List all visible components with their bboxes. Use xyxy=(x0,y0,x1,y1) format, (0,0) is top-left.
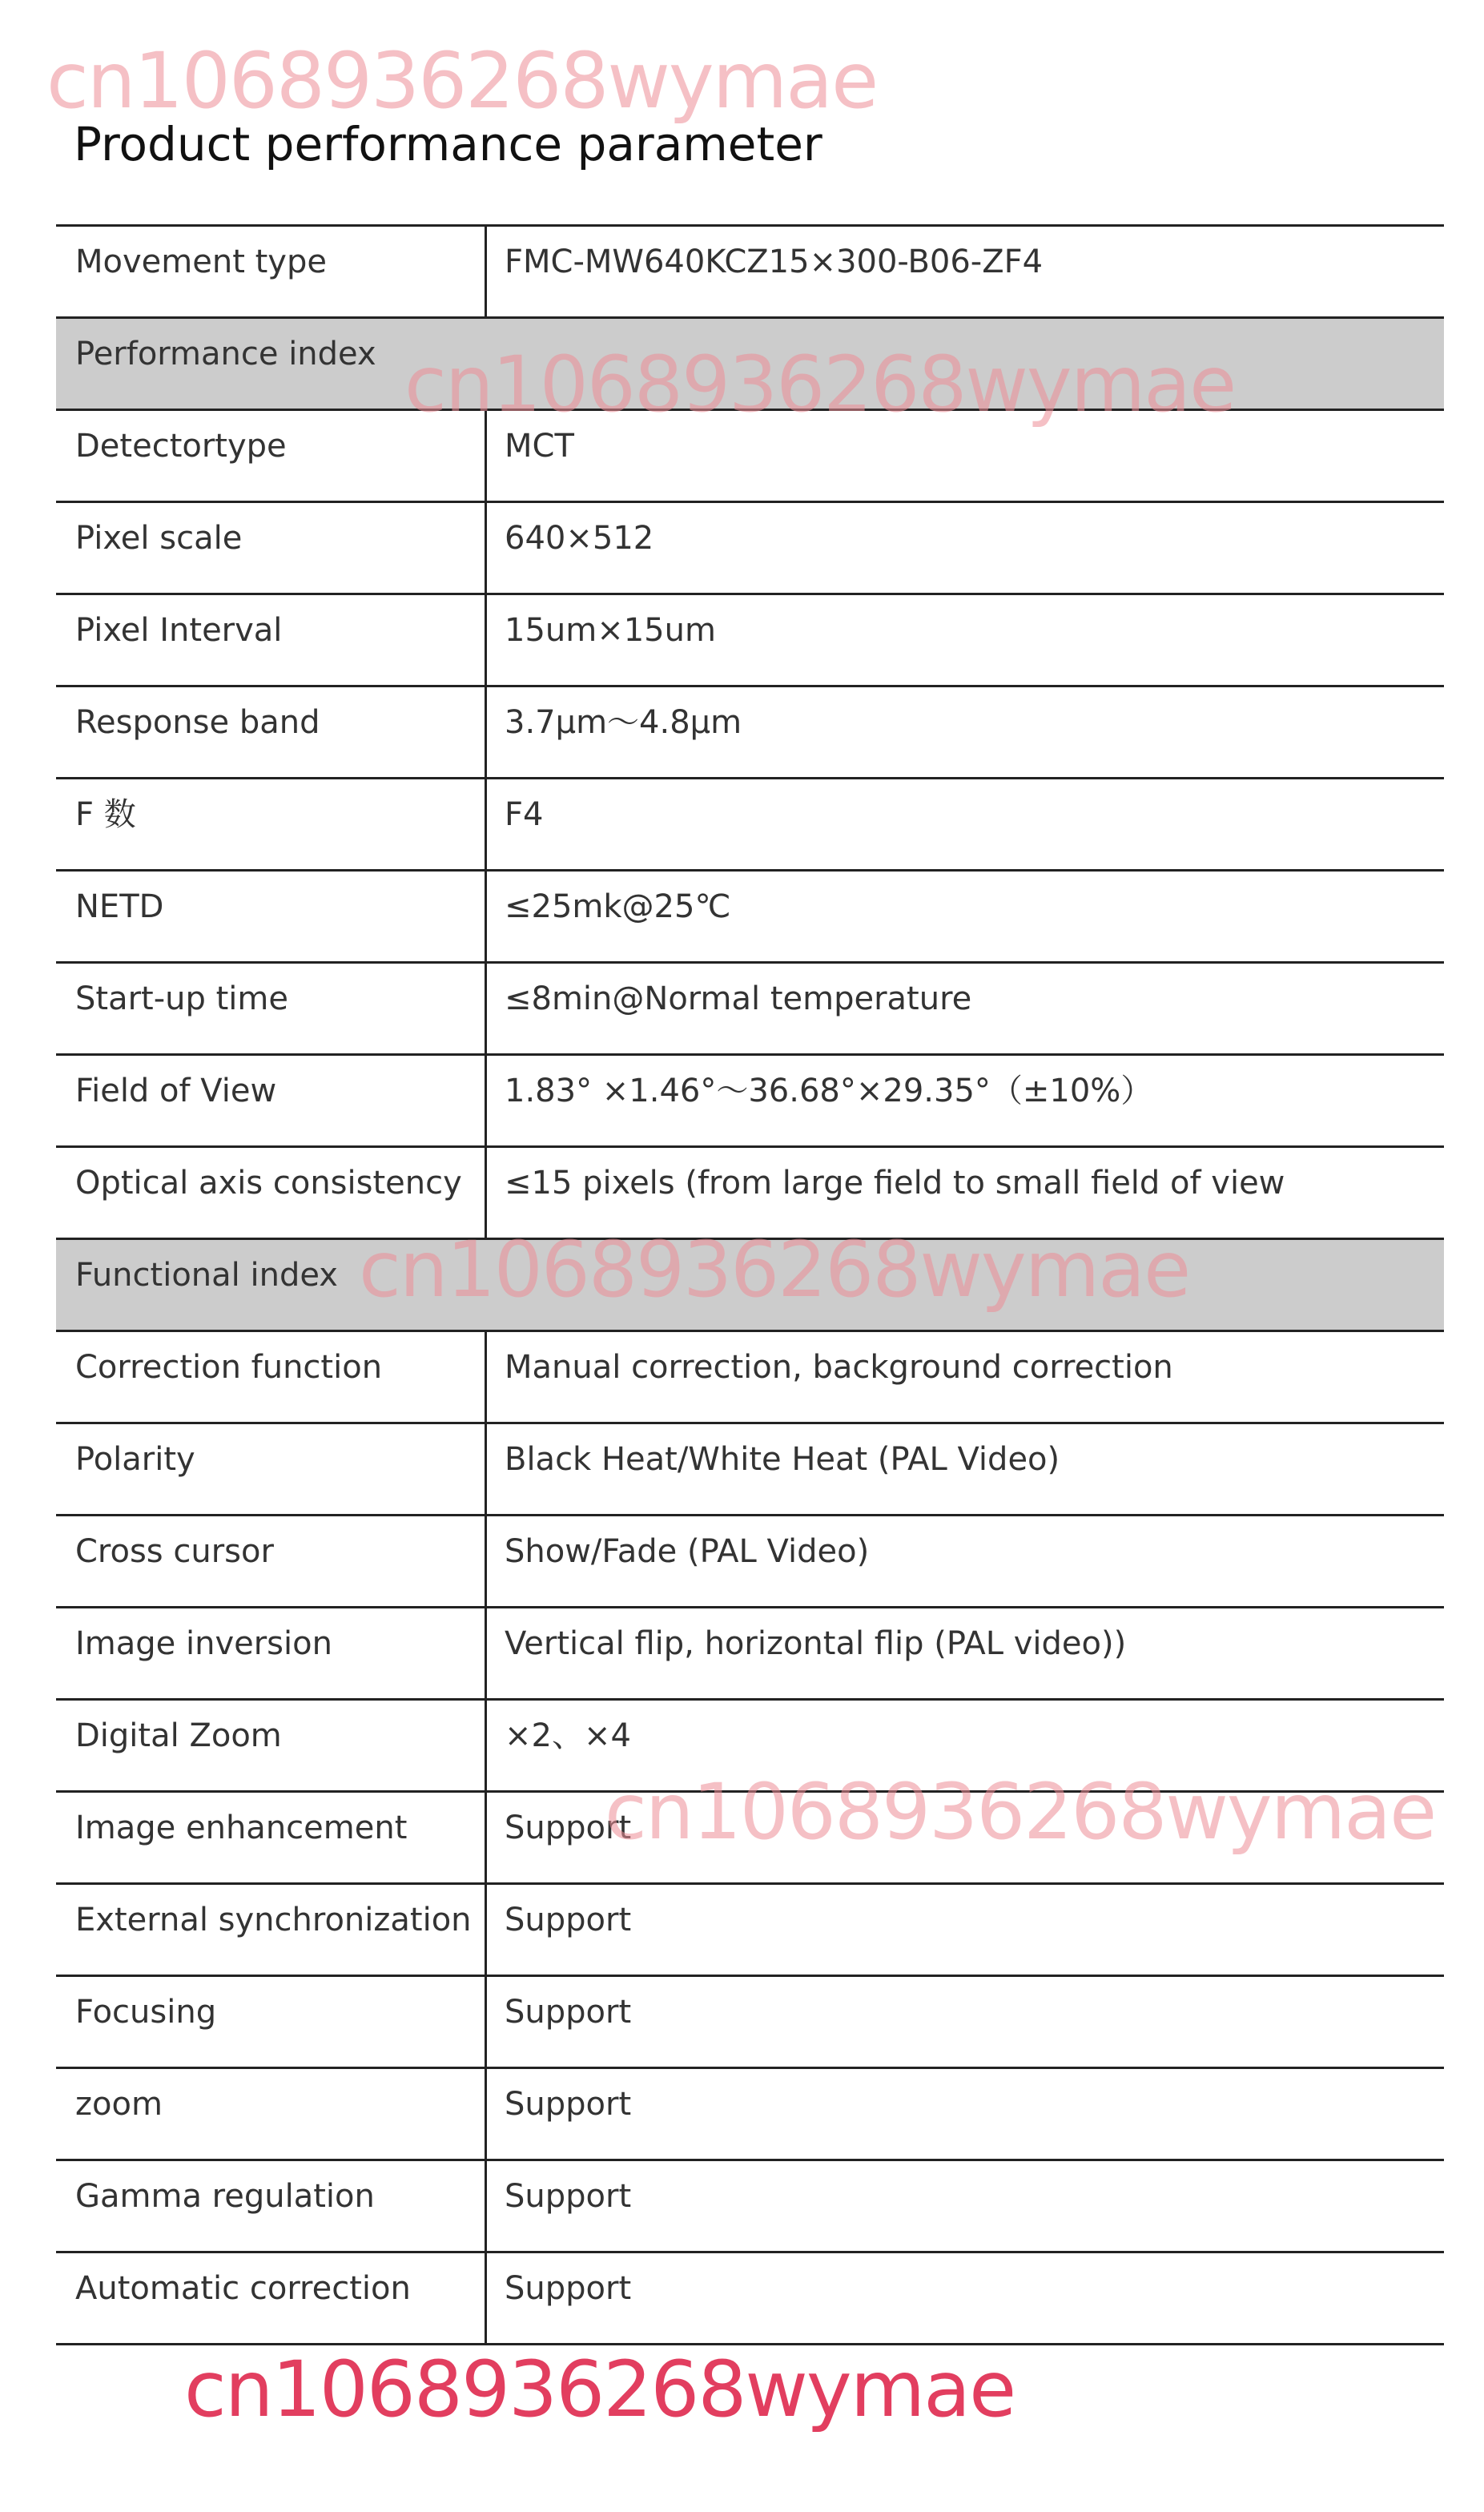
section-title: Functional index xyxy=(75,1257,338,1294)
table-row xyxy=(56,1885,1444,1977)
parameter-label: Image enhancement xyxy=(75,1810,408,1846)
parameter-label: External synchronization xyxy=(75,1902,472,1938)
parameter-value: 15um×15um xyxy=(485,595,1444,685)
parameter-value: Black Heat/White Heat (PAL Video) xyxy=(485,1424,1444,1514)
table-row xyxy=(56,2161,1444,2253)
parameter-value: Support xyxy=(485,1885,1444,1975)
parameter-value: 3.7μm～4.8μm xyxy=(485,687,1444,777)
parameter-label: Start-up time xyxy=(75,980,288,1017)
table-row xyxy=(56,872,1444,964)
table-row xyxy=(56,1148,1444,1240)
parameter-label: Pixel scale xyxy=(75,520,243,557)
watermark-performance: cn1068936268wymae xyxy=(404,340,1236,429)
section-header-row xyxy=(56,1240,1444,1332)
parameter-label: Correction function xyxy=(75,1349,383,1386)
parameter-value: ≤25mk@25℃ xyxy=(485,872,1444,961)
parameter-value: MCT xyxy=(485,411,1444,501)
section-title: Performance index xyxy=(75,336,376,372)
parameter-value: ≤8min@Normal temperature xyxy=(485,964,1444,1053)
parameter-value: ×2、×4 xyxy=(485,1701,1444,1790)
parameter-label: NETD xyxy=(75,888,164,925)
parameter-label: Gamma regulation xyxy=(75,2178,375,2215)
parameter-label: Optical axis consistency xyxy=(75,1165,462,1202)
parameter-label: zoom xyxy=(75,2086,163,2123)
table-row xyxy=(56,779,1444,872)
table-row xyxy=(56,964,1444,1056)
table-row xyxy=(56,503,1444,595)
parameter-label: Automatic correction xyxy=(75,2270,411,2307)
parameter-value: Manual correction, background correction xyxy=(485,1332,1444,1422)
parameter-label: Detectortype xyxy=(75,428,287,465)
page-title: Product performance parameter xyxy=(74,117,822,171)
parameter-label: Digital Zoom xyxy=(75,1717,282,1754)
watermark-bottom: cn1068936268wymae xyxy=(184,2345,1015,2434)
parameter-label: Field of View xyxy=(75,1073,277,1109)
table-row xyxy=(56,1793,1444,1885)
table-row xyxy=(56,227,1444,319)
parameter-label: Movement type xyxy=(75,244,327,280)
parameter-value: Support xyxy=(485,1793,1444,1882)
parameter-value: Support xyxy=(485,2069,1444,2159)
parameter-value: ≤15 pixels (from large field to small field of view xyxy=(485,1148,1444,1238)
watermark-digital-zoom: cn1068936268wymae xyxy=(605,1767,1436,1857)
parameter-label: Image inversion xyxy=(75,1625,332,1662)
table-row xyxy=(56,1608,1444,1701)
table-row xyxy=(56,1701,1444,1793)
parameter-value: Support xyxy=(485,2253,1444,2343)
parameter-label: Focusing xyxy=(75,1994,217,2031)
parameter-label: Pixel Interval xyxy=(75,612,283,649)
table-row xyxy=(56,1056,1444,1148)
parameter-label: Response band xyxy=(75,704,320,741)
table-row xyxy=(56,1977,1444,2069)
parameter-value: Support xyxy=(485,1977,1444,2067)
table-row xyxy=(56,411,1444,503)
table-row xyxy=(56,595,1444,687)
parameter-value: Vertical flip, horizontal flip (PAL video)) xyxy=(485,1608,1444,1698)
table-row xyxy=(56,1424,1444,1516)
parameter-value: FMC-MW640KCZ15×300-B06-ZF4 xyxy=(485,227,1444,316)
parameter-value: Show/Fade (PAL Video) xyxy=(485,1516,1444,1606)
table-row xyxy=(56,1516,1444,1608)
table-row xyxy=(56,2069,1444,2161)
watermark-top: cn1068936268wymae xyxy=(46,36,878,126)
spec-table xyxy=(56,224,1444,2345)
table-row xyxy=(56,687,1444,779)
table-row xyxy=(56,2253,1444,2345)
parameter-value: 640×512 xyxy=(485,503,1444,593)
watermark-functional: cn1068936268wymae xyxy=(359,1225,1190,1314)
parameter-label: F 数 xyxy=(75,796,136,833)
parameter-value: F4 xyxy=(485,779,1444,869)
table-row xyxy=(56,1332,1444,1424)
parameter-label: Cross cursor xyxy=(75,1533,274,1570)
parameter-value: Support xyxy=(485,2161,1444,2251)
parameter-value: 1.83° ×1.46°～36.68°×29.35°（±10%） xyxy=(485,1056,1444,1145)
section-header-row xyxy=(56,319,1444,411)
parameter-label: Polarity xyxy=(75,1441,195,1478)
